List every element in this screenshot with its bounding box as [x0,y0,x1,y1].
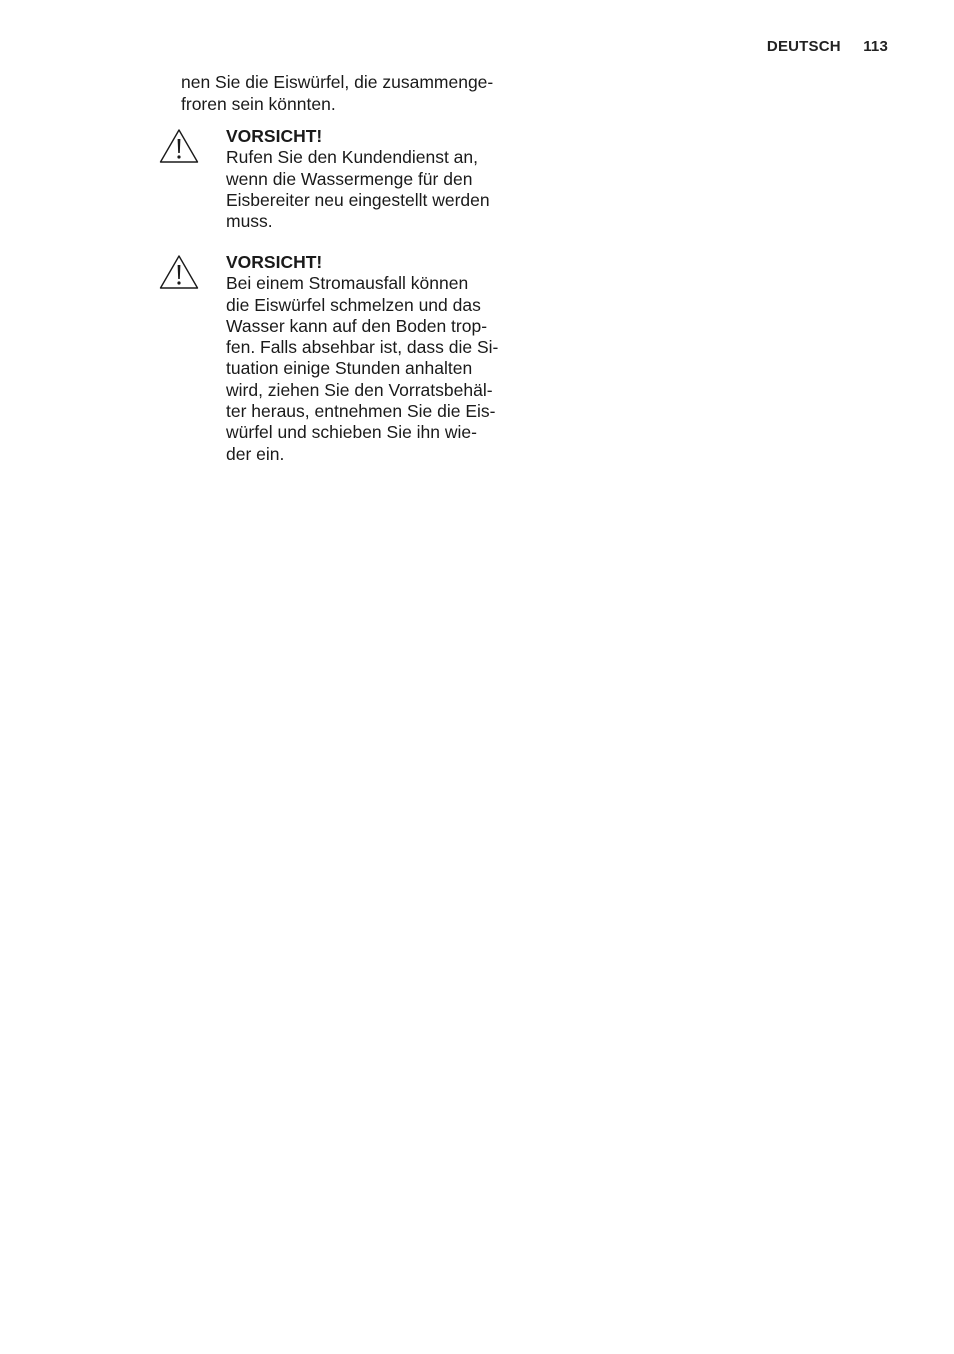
intro-line: nen Sie die Eiswürfel, die zusammenge- [181,72,494,92]
warning-line: wenn die Wassermenge für den [226,168,473,189]
warning-line: Rufen Sie den Kundendienst an, [226,147,478,168]
warning-line: fen. Falls absehbar ist, dass die Si- [226,337,499,358]
warning-line: Eisbereiter neu eingestellt werden [226,189,490,210]
intro-line: froren sein könnten. [181,93,336,114]
warning-text [226,126,536,232]
warning-line: wird, ziehen Sie den Vorratsbehäl- [226,379,493,400]
warning-title: VORSICHT! [226,126,323,146]
warning-line: die Eiswürfel schmelzen und das [226,294,481,315]
warning-line: Bei einem Stromausfall können [226,273,469,294]
page-number: 113 [863,38,888,55]
warning-line: tuation einige Stunden anhalten [226,358,473,379]
intro-paragraph [181,72,521,115]
warning-triangle-icon [159,254,199,290]
warning-title: VORSICHT! [226,252,323,272]
warning-line: ter heraus, entnehmen Sie die Eis- [226,401,496,422]
page-header [767,38,888,55]
warning-line: würfel und schieben Sie ihn wie- [226,422,477,443]
warning-line: Wasser kann auf den Boden trop- [226,315,488,336]
warning-line: der ein. [226,443,285,464]
warning-text [226,252,536,465]
warning-line: muss. [226,211,273,232]
warning-triangle-icon [159,128,199,164]
language-label: DEUTSCH [766,38,841,55]
